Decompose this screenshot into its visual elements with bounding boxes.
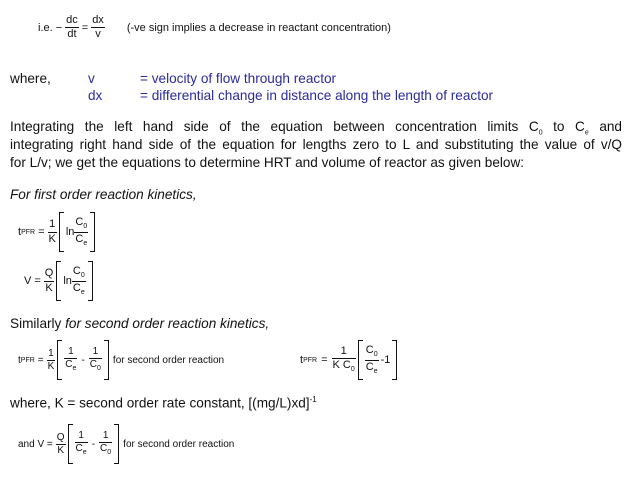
integrating-text-c: and <box>588 119 622 134</box>
integrating-line-3: for L/v; we get the equations to determine HRT and volume of reactor as given below: <box>10 155 525 170</box>
second-order-hrt-equation-2 <box>300 340 399 380</box>
ie-label: i.e. <box>38 21 53 34</box>
integrating-line-2: integrating right hand side of the equation for lengths zero to L and substituting the value of v/Q <box>10 137 622 152</box>
one-over-ce: $\frac{1}{C_e}$ <box>65 346 77 373</box>
first-order-hrt-equation <box>18 212 97 252</box>
first-order-volume-equation <box>24 261 95 301</box>
equals-sign: = <box>38 226 45 238</box>
dx-v-fraction <box>91 14 105 41</box>
one-over-c0: $\frac{1}{C_0}$ <box>89 346 101 373</box>
integrating-text-b: to C <box>542 119 585 134</box>
equals-sign: = <box>37 354 44 366</box>
denominator-k: K <box>48 232 56 245</box>
c0-numerator: $C_0$ <box>75 215 88 231</box>
equals-sign: = <box>81 21 89 34</box>
rate-equation <box>38 14 391 41</box>
dx-definition: = differential change in distance along the length of reactor <box>140 88 494 103</box>
where-label: where, <box>10 71 51 86</box>
second-order-intro <box>10 316 269 331</box>
minus-sign: − <box>55 21 63 34</box>
one-over-k-c0: $\frac{1}{K C_0}$ <box>332 345 355 374</box>
right-bracket <box>88 261 93 301</box>
v-symbol: v <box>88 71 95 86</box>
dc-dt-fraction <box>65 14 79 41</box>
first-order-heading: For first order reaction kinetics, <box>10 187 197 202</box>
left-bracket <box>68 424 73 464</box>
dc-numerator: dc <box>66 14 78 26</box>
right-bracket <box>104 340 109 380</box>
v-definition: = velocity of flow through reactor <box>140 71 337 86</box>
integrating-text-a: Integrating the left hand side of the equation between concentration limits C <box>10 119 539 134</box>
equals-sign: = <box>34 275 41 287</box>
ln-symbol: ln <box>65 226 75 238</box>
q-over-k: $\frac{Q}{K}$ <box>56 431 65 456</box>
equals-sign: = <box>321 354 328 366</box>
right-bracket <box>114 424 119 464</box>
dx-numerator: dx <box>92 14 104 26</box>
rate-constant-text: where, K = second order rate constant, [(mg/L)xd] <box>10 395 310 411</box>
t-symbol: t <box>18 354 21 366</box>
ce-denominator: $C_e$ <box>72 281 85 296</box>
one-over-k <box>48 218 57 245</box>
c-zero-subscript: 0 <box>538 129 543 137</box>
q-numerator: Q <box>44 267 54 280</box>
sign-note: (-ve sign implies a decrease in reactant concentration) <box>126 21 391 34</box>
c0-numerator: $C_0$ <box>72 264 85 280</box>
k-denominator: K <box>45 281 53 294</box>
dt-denominator: dt <box>65 27 79 41</box>
c0-over-ce: $\frac{C_0}{C_e}$ <box>365 343 378 375</box>
t-symbol: t <box>18 226 22 238</box>
minus-sign: - <box>91 438 96 450</box>
v-denominator: v <box>91 27 105 41</box>
one-over-ce: $\frac{1}{C_e}$ <box>75 430 87 457</box>
pfr-subscript: PFR <box>21 228 36 236</box>
equation-tail: for second order reaction <box>112 354 225 366</box>
left-bracket <box>57 340 62 380</box>
dx-symbol: dx <box>88 88 103 103</box>
second-order-hrt-equation-1 <box>18 340 224 380</box>
minus-one: -1 <box>380 354 391 366</box>
c-e-subscript: e <box>584 129 589 137</box>
ln-symbol: ln <box>63 275 72 287</box>
right-bracket <box>392 340 397 380</box>
ce-denominator: $C_e$ <box>75 232 88 247</box>
left-bracket <box>59 212 64 252</box>
one-over-c0: $\frac{1}{C_0}$ <box>100 430 112 457</box>
q-over-k <box>44 267 55 294</box>
c0-over-ce <box>74 216 88 248</box>
rate-constant-exponent: -1 <box>309 395 317 404</box>
pfr-subscript: PFR <box>303 356 318 364</box>
t-symbol: t <box>300 354 304 366</box>
numerator-one: 1 <box>49 218 56 231</box>
rate-constant-definition <box>10 395 317 411</box>
second-order-intro-plain: Similarly <box>10 316 66 331</box>
left-bracket <box>358 340 363 380</box>
equation-tail: for second order reaction <box>123 438 235 450</box>
second-order-intro-italic: for second order reaction kinetics, <box>65 316 270 331</box>
one-over-k: $\frac{1}{K}$ <box>47 347 55 372</box>
and-v-prefix: and V = <box>18 438 53 450</box>
c0-over-ce <box>72 265 86 297</box>
right-bracket <box>90 212 95 252</box>
minus-sign: - <box>81 354 85 366</box>
integrating-line-1 <box>10 119 622 137</box>
second-order-volume-equation <box>18 424 234 464</box>
v-symbol: V <box>24 275 32 287</box>
left-bracket <box>56 261 61 301</box>
pfr-subscript: PFR <box>20 356 35 364</box>
